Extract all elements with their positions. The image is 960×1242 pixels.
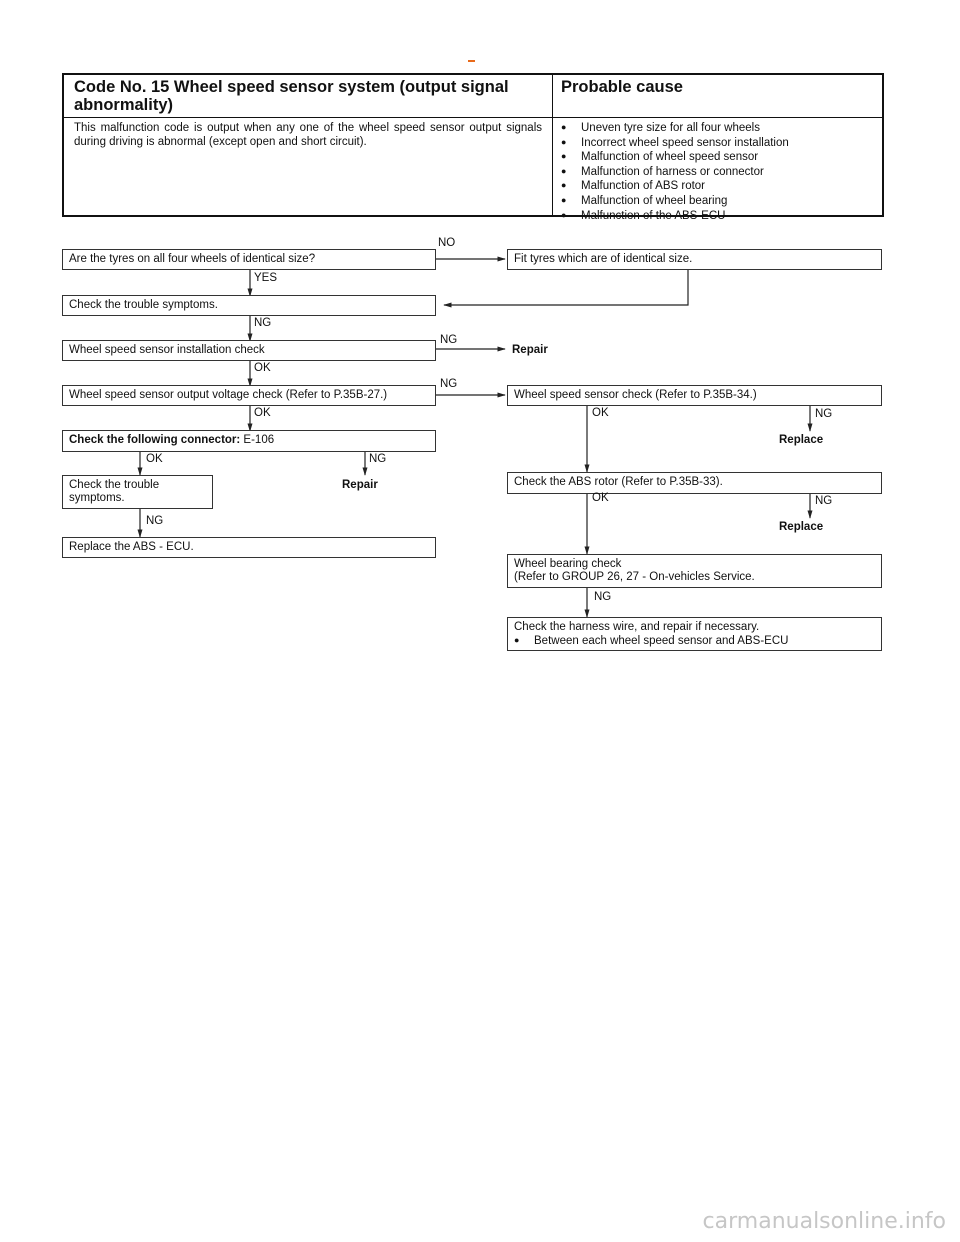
label-ok: OK (254, 362, 271, 374)
label-ng: NG (440, 378, 458, 390)
label-ok: OK (254, 407, 271, 419)
fit-tyres-box: Fit tyres which are of identical size. (507, 249, 882, 270)
bullet-icon: ● (561, 209, 567, 220)
list-item: ● Malfunction of harness or connector (561, 165, 764, 178)
voltage-check-box: Wheel speed sensor output voltage check (Refer to P.35B-27.) (62, 385, 436, 406)
code-title: Code No. 15 Wheel speed sensor system (output signal abnormality) (74, 78, 509, 114)
label-no: NO (438, 237, 456, 249)
bullet-icon: ● (561, 151, 567, 162)
label-ok: OK (592, 492, 609, 504)
replace-ecu-box: Replace the ABS - ECU. (62, 537, 436, 558)
harness-check-box: Check the harness wire, and repair if necessary. ● Between each wheel speed sensor and ABS-ECU (507, 617, 882, 651)
label-ng: NG (815, 408, 833, 420)
list-item: ● Incorrect wheel speed sensor installation (561, 136, 789, 149)
bullet-icon: ● (561, 136, 567, 147)
bullet-icon: ● (561, 180, 567, 191)
check-symptoms-2-box: Check the trouble symptoms. (62, 475, 213, 509)
label-ng: NG (146, 515, 164, 527)
label-ok: OK (146, 453, 163, 465)
sensor-check-box: Wheel speed sensor check (Refer to P.35B-34.) (507, 385, 882, 406)
label-yes: YES (254, 272, 278, 284)
tyres-question-box: Are the tyres on all four wheels of identical size? (62, 249, 436, 270)
label-ng: NG (815, 495, 833, 507)
list-item: ● Malfunction of the ABS-ECU (561, 209, 726, 222)
action-replace: Replace (779, 434, 824, 446)
connector-label: Check the following connector: (69, 434, 241, 446)
connector-value: E-106 (240, 434, 275, 446)
label-ng: NG (369, 453, 387, 465)
abs-rotor-check-box: Check the ABS rotor (Refer to P.35B-33). (507, 472, 882, 494)
probable-cause-heading: Probable cause (561, 78, 683, 96)
check-symptoms-box: Check the trouble symptoms. (62, 295, 436, 316)
code-description: This malfunction code is output when any one of the wheel speed sensor output signals during driving is abnormal (except open and short circuit). (74, 122, 542, 148)
watermark: carmanualsonline.info (702, 1209, 946, 1234)
label-ng: NG (440, 334, 458, 346)
action-replace: Replace (779, 521, 824, 533)
label-ng: NG (594, 591, 612, 603)
installation-check-box: Wheel speed sensor installation check (62, 340, 436, 361)
bullet-icon: ● (561, 165, 567, 176)
bullet-icon: ● (514, 635, 520, 645)
action-repair: Repair (342, 479, 378, 491)
list-item: ● Malfunction of wheel speed sensor (561, 151, 759, 164)
arrow-return-check-symptoms (444, 270, 688, 305)
list-item: ● Uneven tyre size for all four wheels (561, 122, 760, 134)
wheel-bearing-check-box: Wheel bearing check (Refer to GROUP 26, 27 - On-vehicles Service. (507, 554, 882, 588)
action-repair: Repair (512, 344, 548, 356)
list-item: ● Malfunction of ABS rotor (561, 180, 706, 193)
label-ng: NG (254, 317, 272, 329)
label-ok: OK (592, 407, 609, 419)
bullet-icon: ● (561, 194, 567, 205)
list-item: ● Malfunction of wheel bearing (561, 194, 728, 207)
bullet-icon: ● (561, 122, 567, 132)
connector-check-box (62, 430, 436, 452)
